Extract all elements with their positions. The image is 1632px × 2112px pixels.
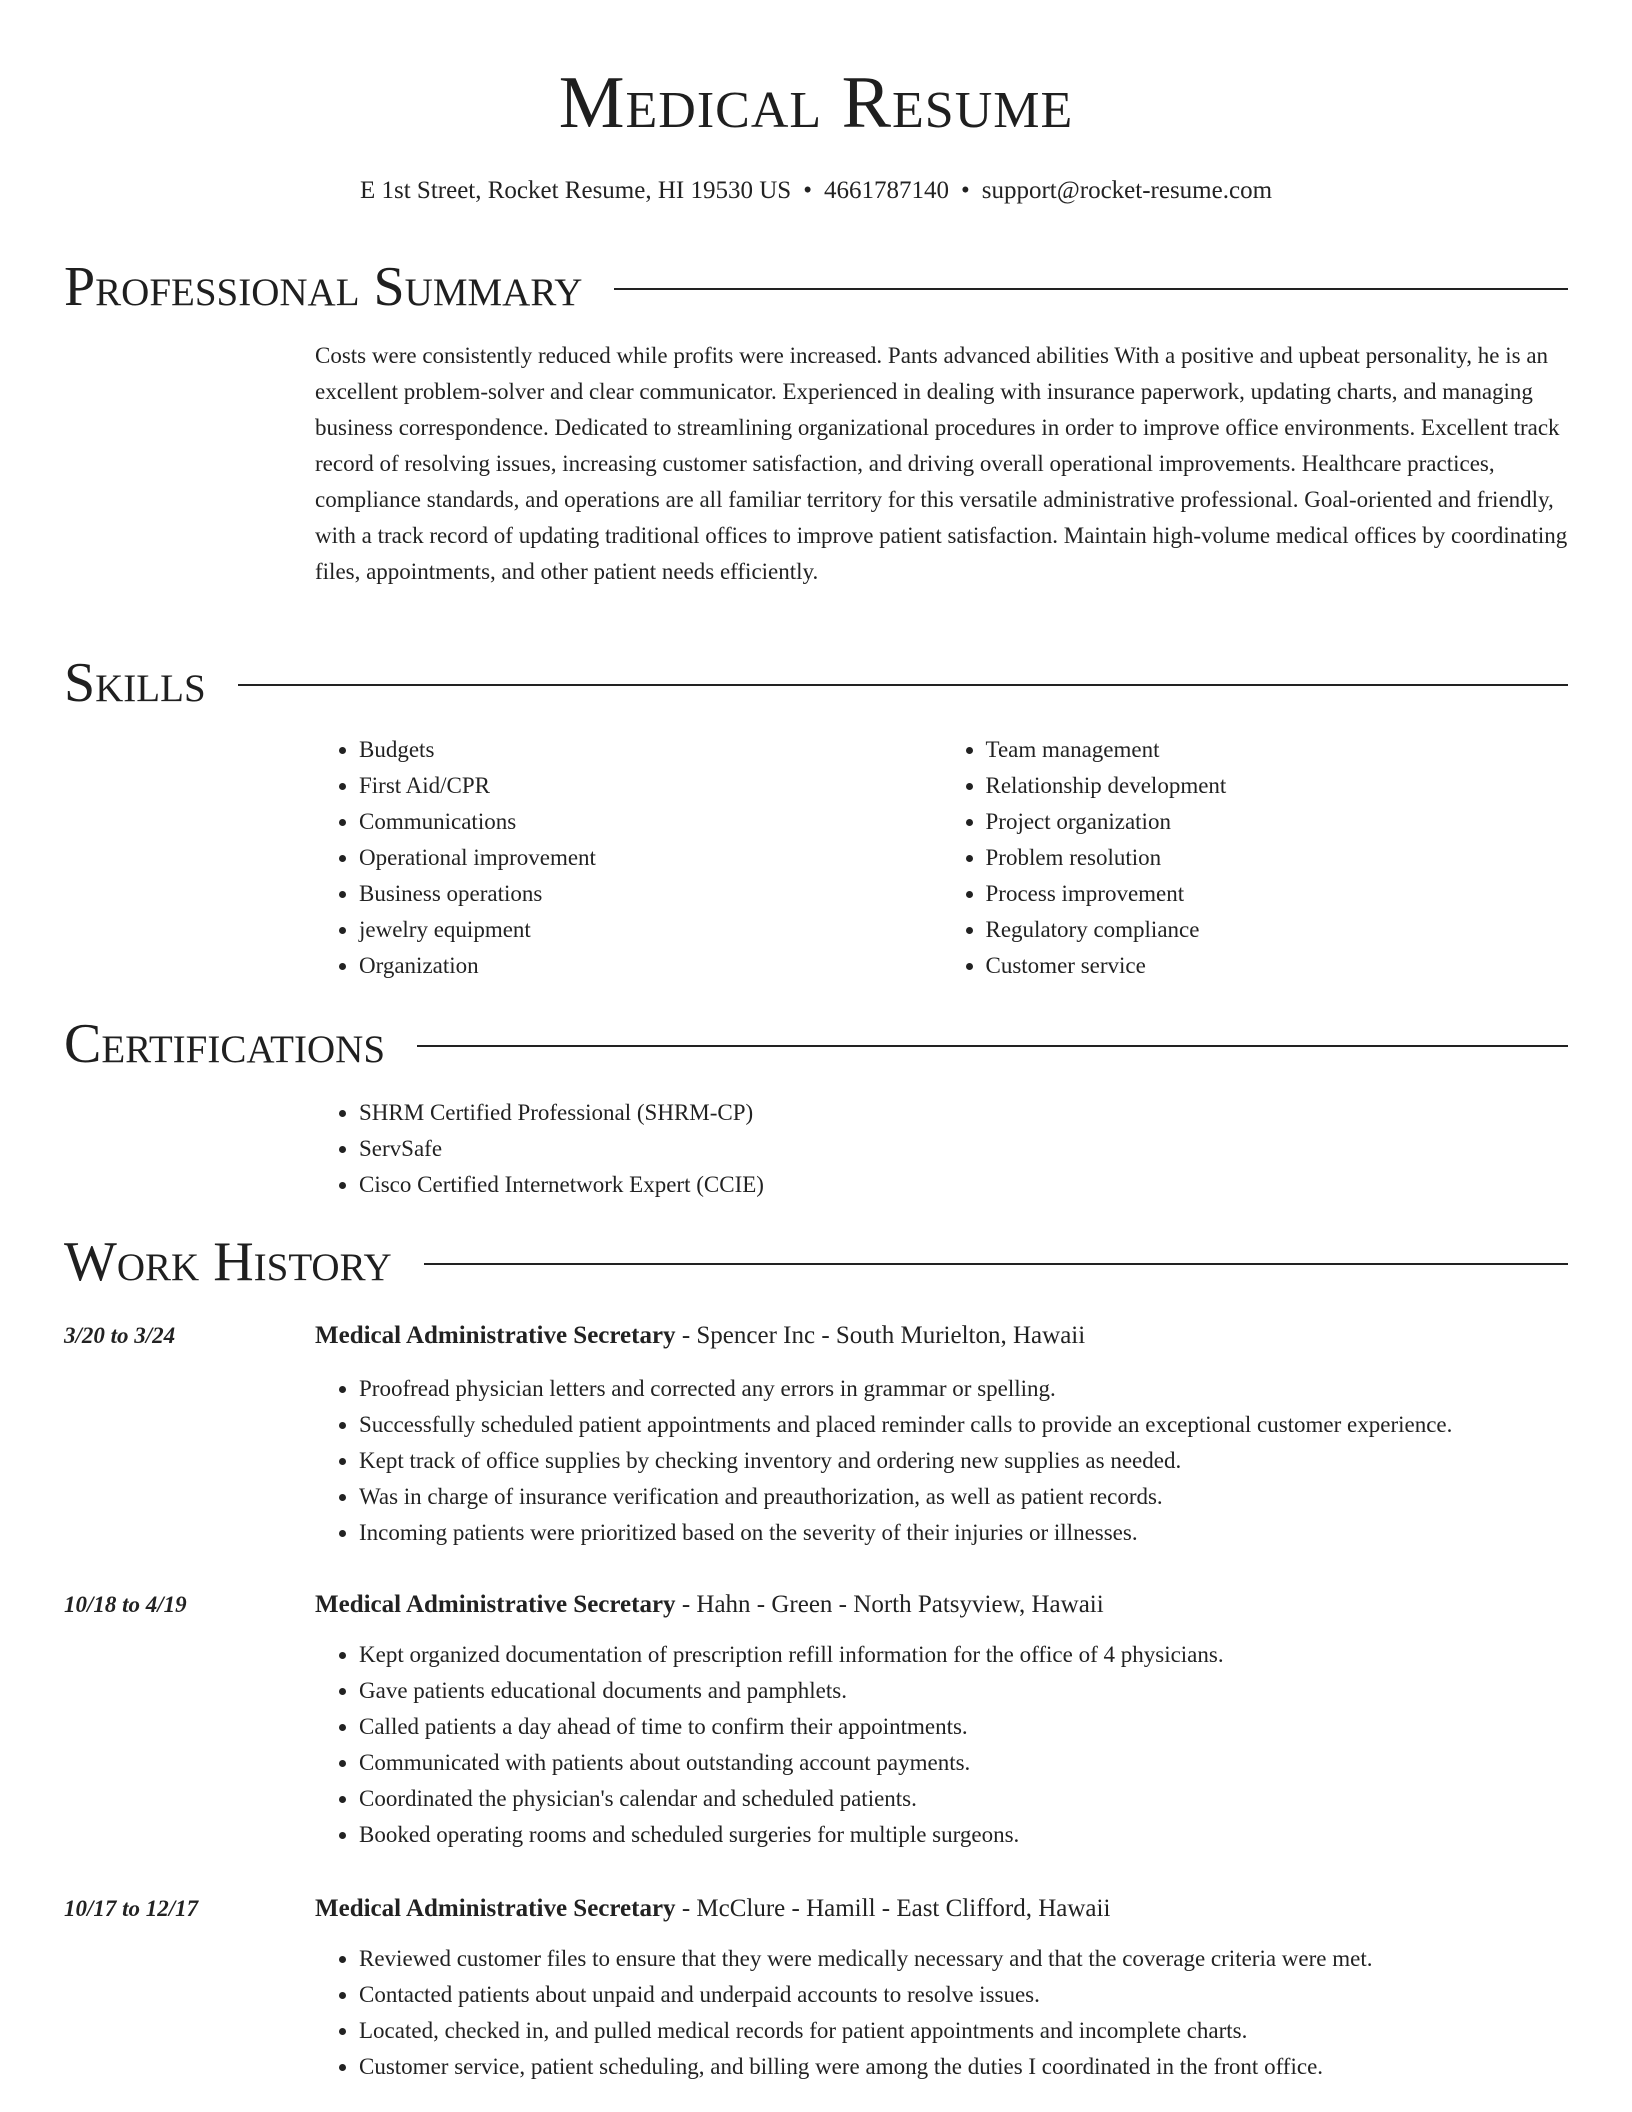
job-duty-item: • Was in charge of insurance verification and preauthorization, as well as patient records.: [359, 1479, 1568, 1515]
job-duty-item: • Communicated with patients about outstanding account payments.: [359, 1745, 1568, 1781]
section-divider: [417, 1045, 1568, 1047]
job-duty-item: • Kept organized documentation of prescription refill information for the office of 4 physicians.: [359, 1637, 1568, 1673]
skill-item: • First Aid/CPR: [359, 768, 942, 804]
job-role: Medical Administrative Secretary: [315, 1322, 676, 1349]
skill-item: • Relationship development: [986, 768, 1569, 804]
contact-line: [64, 175, 1568, 207]
job-duty-item: • Incoming patients were prioritized based on the severity of their injuries or illnesses.: [359, 1515, 1568, 1551]
certification-item: • ServSafe: [359, 1131, 1568, 1167]
skills-list-right: [942, 732, 1569, 984]
skills-list-left: [315, 732, 942, 984]
job-duties: [315, 1637, 1568, 1853]
job-duty-item: • Located, checked in, and pulled medical records for patient appointments and incomplete charts.: [359, 2013, 1568, 2049]
skill-item: • Customer service: [986, 948, 1569, 984]
job-duties-list: [315, 1371, 1568, 1551]
job-company-location: - Hahn - Green - North Patsyview, Hawaii: [675, 1591, 1104, 1618]
skills-heading: Skills: [64, 652, 206, 714]
certification-item: • Cisco Certified Internetwork Expert (CCIE): [359, 1167, 1568, 1203]
job-duty-item: • Gave patients educational documents and pamphlets.: [359, 1673, 1568, 1709]
skill-item: • jewelry equipment: [359, 912, 942, 948]
skill-item: • Process improvement: [986, 876, 1569, 912]
job-dates: 3/20 to 3/24: [64, 1323, 176, 1348]
job-duty-item: • Customer service, patient scheduling, and billing were among the duties I coordinated in the front office.: [359, 2049, 1568, 2085]
job-duty-item: • Successfully scheduled patient appointments and placed reminder calls to provide an exceptional customer experience.: [359, 1407, 1568, 1443]
summary-body: [315, 338, 1568, 590]
job-role: Medical Administrative Secretary: [315, 1591, 676, 1618]
job-duty-item: • Booked operating rooms and scheduled surgeries for multiple surgeons.: [359, 1817, 1568, 1853]
contact-email: support@rocket-resume.com: [981, 177, 1273, 204]
skill-item: • Project organization: [986, 804, 1569, 840]
skill-item: • Problem resolution: [986, 840, 1569, 876]
job-company-location: - McClure - Hamill - East Clifford, Hawaii: [675, 1895, 1111, 1922]
job-dates: 10/18 to 4/19: [64, 1592, 187, 1617]
skill-item: • Regulatory compliance: [986, 912, 1569, 948]
skill-item: • Team management: [986, 732, 1569, 768]
contact-separator: •: [803, 177, 812, 204]
certifications-list: [315, 1095, 1568, 1203]
skill-item: • Operational improvement: [359, 840, 942, 876]
certification-item: • SHRM Certified Professional (SHRM-CP): [359, 1095, 1568, 1131]
skill-item: • Budgets: [359, 732, 942, 768]
job-duties-list: [315, 1637, 1568, 1853]
job-duties: [315, 1941, 1568, 2085]
contact-separator: •: [960, 177, 970, 204]
job-duties-list: [315, 1941, 1568, 2085]
job-company-location: - Spencer Inc - South Murielton, Hawaii: [675, 1322, 1086, 1349]
job-dates: 10/17 to 12/17: [64, 1896, 199, 1921]
summary-section-header: [64, 256, 1568, 318]
job-role: Medical Administrative Secretary: [315, 1895, 676, 1922]
skills-grid: [315, 732, 1568, 984]
job-duty-item: • Contacted patients about unpaid and underpaid accounts to resolve issues.: [359, 1977, 1568, 2013]
job-heading: [315, 1891, 1568, 1927]
resume-title: Medical Resume: [558, 62, 1074, 144]
job-duty-item: • Coordinated the physician's calendar and scheduled patients.: [359, 1781, 1568, 1817]
skill-item: • Organization: [359, 948, 942, 984]
skills-body: [315, 732, 1568, 984]
certifications-body: [315, 1095, 1568, 1203]
work-history-heading: Work History: [64, 1231, 392, 1293]
summary-text: Costs were consistently reduced while profits were increased. Pants advanced abilities With a positive and upbeat personality, he is an excellent problem-solver and clear communicator. Experienced in dealing with insurance paperwork, updating charts, and managing business correspondence. Dedicated to streamlining organizational procedures in order to improve office environments. Excellent track record of resolving issues, increasing customer satisfaction, and driving overall operational improvements. Healthcare practices, compliance standards, and operations are all familiar territory for this versatile administrative professional. Goal-oriented and friendly, with a track record of updating traditional offices to improve patient satisfaction. Maintain high-volume medical offices by coordinating files, appointments, and other patient needs efficiently.: [315, 343, 1568, 584]
section-divider: [614, 288, 1568, 290]
job-heading: [315, 1318, 1568, 1354]
section-divider: [238, 684, 1568, 686]
job-duty-item: • Reviewed customer files to ensure that they were medically necessary and that the coverage criteria were met.: [359, 1941, 1568, 1977]
contact-address: E 1st Street, Rocket Resume, HI 19530 US: [359, 177, 792, 204]
summary-heading: Professional Summary: [64, 256, 583, 318]
certifications-section-header: [64, 1013, 1568, 1075]
job-heading: [315, 1587, 1568, 1623]
certifications-heading: Certifications: [64, 1013, 386, 1075]
job-duty-item: • Proofread physician letters and corrected any errors in grammar or spelling.: [359, 1371, 1568, 1407]
section-divider: [424, 1263, 1568, 1265]
job-duty-item: • Called patients a day ahead of time to confirm their appointments.: [359, 1709, 1568, 1745]
contact-phone: 4661787140: [823, 177, 949, 204]
work-history-section-header: [64, 1231, 1568, 1293]
job-duties: [315, 1371, 1568, 1551]
job-duty-item: • Kept track of office supplies by checking inventory and ordering new supplies as needed.: [359, 1443, 1568, 1479]
skill-item: • Business operations: [359, 876, 942, 912]
skills-section-header: [64, 652, 1568, 714]
skill-item: • Communications: [359, 804, 942, 840]
